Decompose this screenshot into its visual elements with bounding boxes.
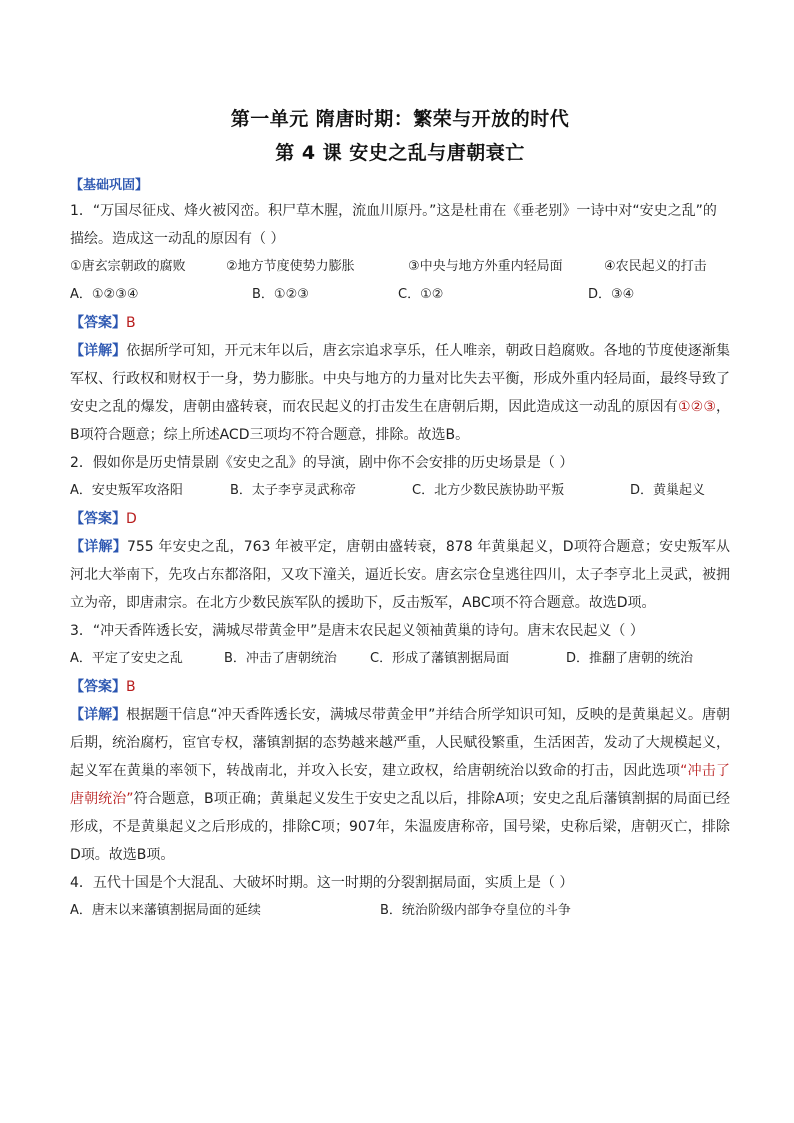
section-heading: 【基础巩固】 <box>70 178 149 193</box>
detail-highlight: “冲击了唐朝统治” <box>70 763 730 807</box>
detail-label: 【详解】 <box>70 343 127 359</box>
q1-item-1: ①唐玄宗朝政的腐败 <box>70 259 186 274</box>
unit-title: 第一单元 隋唐时期：繁荣与开放的时代 <box>230 108 570 130</box>
question-2-answer <box>70 505 730 533</box>
question-2-stem: 2．假如你是历史情景剧《安史之乱》的导演，剧中你不会安排的历史场景是（ ） <box>70 455 574 471</box>
q1-option-d: D．③④ <box>588 287 635 302</box>
question-3-stem: 3．“冲天香阵透长安，满城尽带黄金甲”是唐末农民起义领袖黄巢的诗句。唐末农民起义（ ） <box>70 623 644 639</box>
q3-option-b: B．冲击了唐朝统治 <box>224 651 337 666</box>
answer-label: 【答案】 <box>70 679 126 695</box>
question-1-detail <box>70 337 730 449</box>
question-1-items <box>70 253 730 281</box>
answer-value: D <box>126 511 137 527</box>
lesson-title: 第 4 课 安史之乱与唐朝衰亡 <box>275 142 525 164</box>
q2-option-a: A．安史叛军攻洛阳 <box>70 483 183 498</box>
question-1-stem: 1．“万国尽征戍、烽火被冈峦。积尸草木腥，流血川原丹。”这是杜甫在《垂老别》一诗中对“安史之乱”的描绘。造成这一动乱的原因有（ ） <box>70 203 717 247</box>
question-3-options <box>70 645 730 673</box>
q1-option-b: B．①②③ <box>252 287 309 302</box>
q1-item-4: ④农民起义的打击 <box>604 259 707 274</box>
q2-option-b: B．太子李亨灵武称帝 <box>230 483 356 498</box>
detail-text: 755 年安史之乱，763 年被平定，唐朝由盛转衰，878 年黄巢起义，D项符合题意；安史叛军从河北大举南下，先攻占东都洛阳，又攻下潼关，逼近长安。唐玄宗仓皇逃往四川，太子李亨北上灵武，被拥立为帝，即唐肃宗。在北方少数民族军队的援助下，反击叛军，ABC项不符合题意。故选D项。 <box>70 539 731 611</box>
detail-label: 【详解】 <box>70 539 127 555</box>
detail-text: ，B项符合题意；综上所述ACD三项均不符合题意，排除。故选B。 <box>70 399 731 443</box>
question-4-stem: 4．五代十国是个大混乱、大破坏时期。这一时期的分裂割据局面，实质上是（ ） <box>70 875 574 891</box>
detail-label: 【详解】 <box>70 707 127 723</box>
q4-option-b: B．统治阶级内部争夺皇位的斗争 <box>380 903 571 918</box>
q1-option-c: C．①② <box>398 287 444 302</box>
question-3-answer <box>70 673 730 701</box>
answer-value: B <box>126 315 136 331</box>
q2-option-d: D．黄巢起义 <box>630 483 706 498</box>
detail-text: 依据所学可知，开元末年以后，唐玄宗追求享乐，任人唯亲，朝政日趋腐败。各地的节度使逐渐集军权、行政权和财权于一身，势力膨胀。中央与地方的力量对比失去平衡，形成外重内轻局面，最终导致了安史之乱的爆发，唐朝由盛转衰，而农民起义的打击发生在唐朝后期，因此造成这一动乱的原因有 <box>70 343 731 415</box>
q1-item-3: ③中央与地方外重内轻局面 <box>408 259 563 274</box>
q3-option-c: C．形成了藩镇割据局面 <box>370 651 510 666</box>
detail-highlight: ①②③ <box>677 399 717 415</box>
question-2-detail <box>70 533 730 617</box>
question-1-options <box>70 281 730 309</box>
question-2-options <box>70 477 730 505</box>
q1-item-2: ②地方节度使势力膨胀 <box>226 259 355 274</box>
q3-option-a: A．平定了安史之乱 <box>70 651 183 666</box>
q1-option-a: A．①②③④ <box>70 287 139 302</box>
answer-label: 【答案】 <box>70 315 126 331</box>
answer-value: B <box>126 679 136 695</box>
q3-option-d: D．推翻了唐朝的统治 <box>566 651 694 666</box>
answer-label: 【答案】 <box>70 511 126 527</box>
detail-text: 符合题意，B项正确；黄巢起义发生于安史之乱以后，排除A项；安史之乱后藩镇割据的局面已经形成，不是黄巢起义之后形成的，排除C项；907年，朱温废唐称帝，国号梁，史称后梁，唐朝灭亡，排除D项。故选B项。 <box>70 791 730 863</box>
question-1-answer <box>70 309 730 337</box>
q4-option-a: A．唐末以来藩镇割据局面的延续 <box>70 903 261 918</box>
question-3-detail <box>70 701 730 869</box>
q2-option-c: C．北方少数民族协助平叛 <box>412 483 565 498</box>
detail-text: 根据题干信息“冲天香阵透长安，满城尽带黄金甲”并结合所学知识可知，反映的是黄巢起义。唐朝后期，统治腐朽，宦官专权，藩镇割据的态势越来越严重，人民赋役繁重，生活困苦，发动了大规模起义，起义军在黄巢的率领下，转战南北，并攻入长安，建立政权，给唐朝统治以致命的打击，因此选项 <box>70 707 731 779</box>
question-4-options <box>70 897 730 925</box>
document-page <box>70 100 730 925</box>
